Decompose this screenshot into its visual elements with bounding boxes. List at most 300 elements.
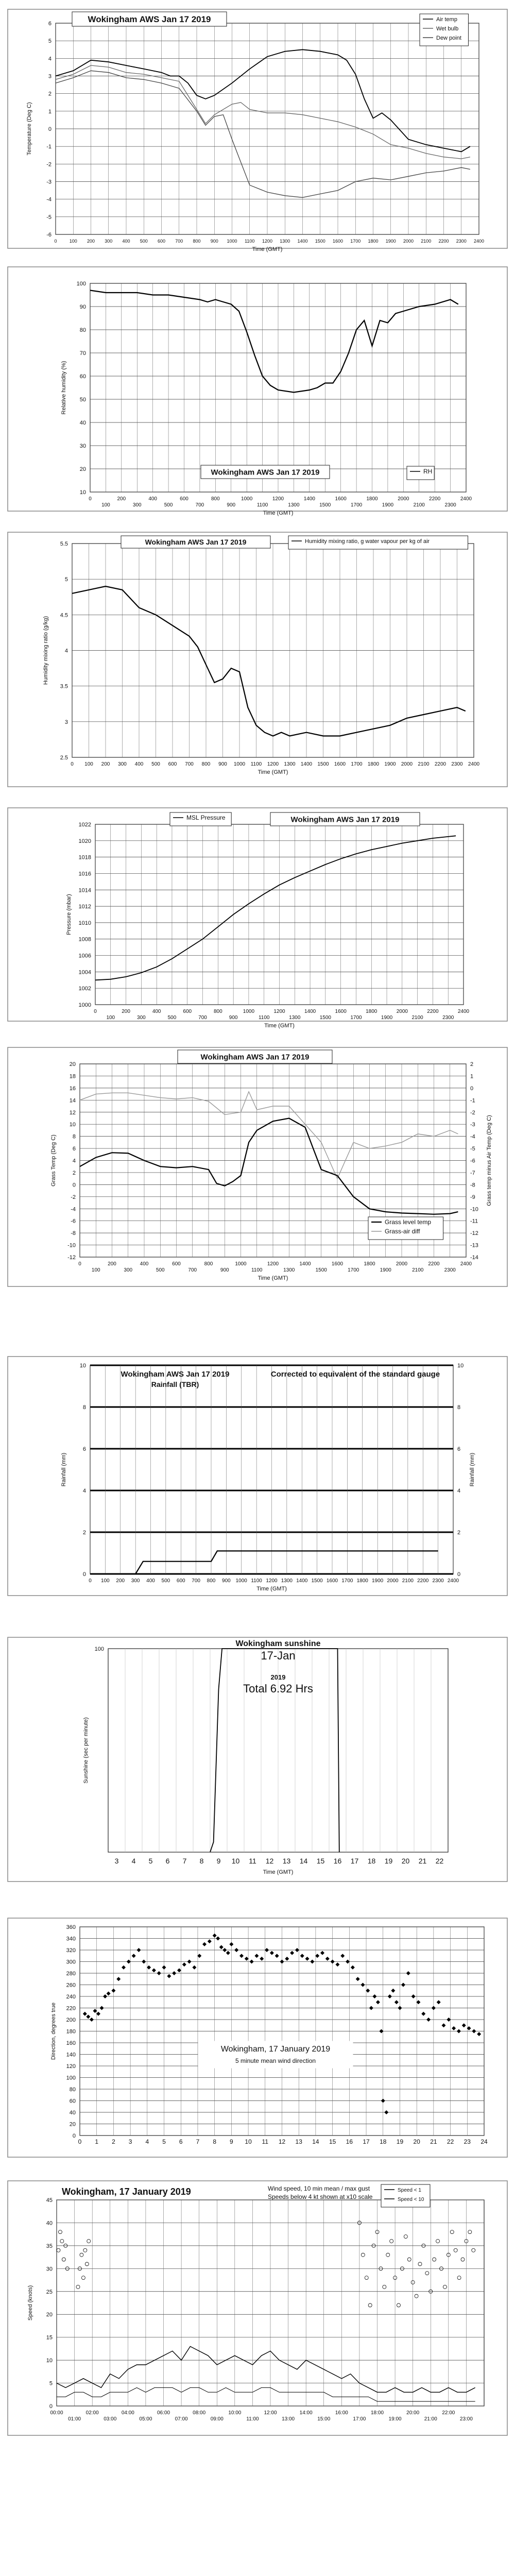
y2-tick-label: -13 [470,1242,478,1249]
x-tick-label: 1100 [251,1578,262,1584]
x-tick-label: 11 [249,1857,256,1865]
x-tick-label: 1800 [356,1578,368,1584]
x-tick-label: 08:00 [193,2410,206,2416]
x-tick-label: 1500 [315,1267,327,1273]
x-tick-label: 1800 [367,761,380,767]
x-tick-label: 17:00 [353,2416,366,2422]
chart-1 [0,8,515,250]
y-tick-label: -1 [46,144,52,150]
x-tick-label: 200 [101,761,110,767]
x-tick-label: 1400 [304,1009,316,1014]
y-tick-label: 1016 [78,871,91,877]
x-tick-label: 1700 [351,761,363,767]
x-tick-label: 1800 [366,496,378,502]
x-tick-label: 0 [71,761,74,767]
x-tick-label: 17 [350,1857,359,1865]
y-tick-label: -2 [46,161,52,168]
x-tick-label: 3 [114,1857,119,1865]
x-tick-label: 1200 [272,496,284,502]
y-tick-label: 20 [79,466,86,472]
x-tick-label: 1300 [281,1578,293,1584]
chart-5 [0,1046,515,1288]
y-tick-label: 0 [72,2133,76,2139]
y-tick-label: 40 [69,2110,76,2116]
y-axis-label: Humidity mixing ratio (g/kg) [43,616,49,685]
x-tick-label: 18 [367,1857,376,1865]
legend-label: MSL Pressure [186,814,226,821]
x-tick-label: 6 [179,2138,183,2145]
y2-tick-label: 2 [457,1530,461,1536]
x-axis-label: Time (GMT) [258,1275,288,1281]
y2-tick-label: -12 [470,1230,478,1237]
x-tick-label: 10:00 [228,2410,242,2416]
x-tick-label: 2200 [434,761,447,767]
x-tick-label: 1300 [288,502,300,508]
y-tick-label: 1 [48,108,52,115]
x-tick-label: 16 [346,2138,353,2145]
x-tick-label: 500 [140,239,148,244]
x-tick-label: 13 [282,1857,291,1865]
x-tick-label: 1600 [334,761,346,767]
x-tick-label: 700 [192,1578,200,1584]
x-tick-label: 500 [167,1015,177,1021]
x-tick-label: 05:00 [139,2416,152,2422]
x-tick-label: 1700 [350,502,363,508]
y-tick-label: 6 [48,21,52,27]
x-tick-label: 21 [418,1857,427,1865]
y-tick-label: 120 [66,2063,76,2070]
y-tick-label: 3 [48,73,52,80]
y2-axis-label: Grass temp minus Air Temp (Deg C) [486,1115,492,1206]
y-tick-label: 60 [79,374,86,380]
x-tick-label: 11 [262,2138,269,2145]
x-tick-label: 0 [78,2138,82,2145]
x-tick-label: 1600 [331,1261,344,1267]
x-tick-label: 5 [162,2138,166,2145]
y-tick-label: 5 [64,577,68,583]
x-tick-label: 23 [464,2138,471,2145]
y-tick-label: 15 [46,2334,53,2341]
y-tick-label: 100 [76,281,86,287]
legend-label: Dew point [436,35,461,41]
y-tick-label: 80 [69,2087,76,2093]
y2-tick-label: -9 [470,1194,475,1200]
x-tick-label: 1500 [319,502,331,508]
x-tick-label: 1200 [267,1261,279,1267]
x-tick-label: 1600 [335,496,347,502]
y-tick-label: -4 [46,196,52,203]
chart-subtitle: Rainfall (TBR) [151,1380,199,1388]
x-tick-label: 300 [105,239,113,244]
y-axis-label: Grass Temp (Deg C) [50,1134,57,1187]
x-tick-label: 1800 [368,239,379,244]
x-tick-label: 2000 [387,1578,399,1584]
y-tick-label: 35 [46,2243,53,2249]
x-tick-label: 2300 [444,1267,456,1273]
x-tick-label: 1100 [250,761,262,767]
y-tick-label: 30 [79,443,86,449]
x-tick-label: 200 [117,496,126,502]
y-tick-label: -6 [71,1218,76,1225]
y2-tick-label: 6 [457,1446,461,1452]
y-tick-label: 1002 [78,986,91,992]
y-tick-label: 20 [69,2121,76,2128]
x-tick-label: 2400 [447,1578,459,1584]
x-tick-label: 2000 [398,496,409,502]
x-tick-label: 400 [152,1009,161,1014]
x-tick-label: 4 [145,2138,149,2145]
y-axis-label: Temperature (Deg C) [26,102,32,156]
chart-title: Wokingham AWS Jan 17 2019 [211,468,320,477]
y-tick-label: 1014 [78,887,91,894]
y-tick-label: 4 [72,1158,76,1164]
y-tick-label: 3 [64,719,68,725]
y2-tick-label: 1 [470,1073,474,1080]
x-tick-label: 21:00 [424,2416,437,2422]
y-tick-label: 1020 [78,838,91,844]
y-tick-label: 1010 [78,920,91,926]
y-axis-label: Sunshine (sec per minute) [83,1717,89,1784]
y-tick-label: 6 [72,1146,76,1153]
x-tick-label: 1000 [241,496,253,502]
y-tick-label: 25 [46,2289,53,2295]
y-tick-label: 300 [66,1959,76,1965]
y2-tick-label: -14 [470,1255,478,1261]
x-tick-label: 1900 [380,1267,391,1273]
x-tick-label: 1700 [341,1578,353,1584]
x-tick-label: 1900 [385,239,396,244]
x-tick-label: 1000 [243,1009,255,1014]
chart-title: Wokingham, 17 January 2019 [220,2045,331,2054]
x-tick-label: 1000 [233,761,246,767]
y-tick-label: 180 [66,2028,76,2035]
x-tick-label: 2400 [473,239,485,244]
x-tick-label: 100 [101,502,110,508]
chart-4 [0,806,515,1029]
x-tick-label: 600 [157,239,166,244]
y-tick-label: 4 [64,648,68,654]
x-tick-label: 700 [198,1015,207,1021]
x-tick-label: 800 [193,239,201,244]
chart-2 [0,265,515,516]
x-tick-label: 800 [213,1009,222,1014]
x-tick-label: 300 [124,1267,133,1273]
x-tick-label: 15 [316,1857,325,1865]
x-tick-label: 2100 [421,239,432,244]
y2-tick-label: 0 [470,1085,474,1092]
x-tick-label: 2400 [460,1261,472,1267]
x-tick-label: 500 [151,761,160,767]
y-tick-label: 45 [46,2197,53,2204]
x-tick-label: 18:00 [370,2410,384,2416]
x-axis-label: Time (GMT) [252,246,283,252]
x-tick-label: 400 [148,496,158,502]
chart-title: Wokingham AWS Jan 17 2019 [290,815,400,824]
y-axis-label: Relative humidity (%) [61,361,67,415]
legend-label: Speed < 1 [398,2188,421,2193]
x-axis-label: Time (GMT) [263,1869,294,1875]
y-tick-label: 340 [66,1936,76,1942]
y-axis-label: Direction, degrees true [50,2002,57,2060]
y-axis-label: Pressure (mbar) [66,894,72,935]
y-tick-label: 12 [69,1109,76,1116]
x-tick-label: 1700 [348,1267,359,1273]
y2-tick-label: 10 [457,1363,464,1369]
x-tick-label: 100 [106,1015,115,1021]
y2-tick-label: 0 [457,1571,461,1578]
x-tick-label: 1200 [273,1009,285,1014]
x-tick-label: 1300 [289,1015,301,1021]
y-tick-label: 100 [66,2075,76,2081]
x-tick-label: 100 [69,239,77,244]
x-tick-label: 300 [132,502,142,508]
x-tick-label: 500 [156,1267,165,1273]
x-tick-label: 1700 [350,239,361,244]
x-tick-label: 300 [131,1578,140,1584]
x-tick-label: 2100 [402,1578,414,1584]
y-tick-label: 140 [66,2052,76,2058]
y-tick-label: -10 [67,1242,76,1249]
x-tick-label: 1800 [366,1009,377,1014]
x-tick-label: 7 [182,1857,187,1865]
x-tick-label: 1200 [267,761,279,767]
x-tick-label: 16:00 [335,2410,348,2416]
x-tick-label: 200 [122,1009,130,1014]
y-tick-label: 40 [79,420,86,426]
y2-tick-label: -1 [470,1097,475,1104]
x-tick-label: 2000 [396,1261,408,1267]
x-tick-label: 2200 [429,496,441,502]
y-tick-label: 20 [46,2312,53,2318]
x-tick-label: 600 [180,496,188,502]
chart-title: Wokingham AWS Jan 17 2019 [121,1370,230,1379]
x-tick-label: 600 [168,761,177,767]
x-tick-label: 23:00 [459,2416,473,2422]
x-tick-label: 1900 [381,1015,393,1021]
x-tick-label: 2300 [442,1015,454,1021]
x-tick-label: 100 [84,761,93,767]
x-tick-label: 1500 [311,1578,323,1584]
x-tick-label: 2300 [432,1578,444,1584]
y-tick-label: 1000 [78,1002,91,1008]
y-tick-label: 18 [69,1073,76,1080]
x-tick-label: 2 [112,2138,115,2145]
x-tick-label: 300 [118,761,127,767]
y2-axis-label: Rainfall (mm) [469,1452,475,1487]
y2-tick-label: -10 [470,1206,478,1213]
y-tick-label: 6 [82,1446,86,1452]
y-tick-label: 14 [69,1097,76,1104]
x-tick-label: 12:00 [264,2410,277,2416]
x-tick-label: 8 [213,2138,217,2145]
legend-label: Wet bulb [436,26,459,32]
x-tick-label: 24 [480,2138,488,2145]
x-tick-label: 19:00 [388,2416,402,2422]
x-tick-label: 400 [134,761,144,767]
chart-annotation: Corrected to equivalent of the standard gauge [270,1370,440,1379]
x-tick-label: 1600 [326,1578,338,1584]
x-tick-label: 0 [78,1261,81,1267]
x-tick-label: 2200 [438,239,449,244]
x-tick-label: 15:00 [317,2416,331,2422]
y-tick-label: 280 [66,1971,76,1977]
x-tick-label: 03:00 [104,2416,117,2422]
legend-label: Speed < 10 [398,2197,424,2202]
x-tick-label: 3 [128,2138,132,2145]
chart-year: 2019 [270,1673,286,1681]
y2-tick-label: -5 [470,1146,475,1153]
y-tick-label: 1022 [78,822,91,828]
legend-label: Grass-air diff [385,1228,420,1235]
x-tick-label: 15 [329,2138,336,2145]
x-tick-label: 1 [95,2138,99,2145]
x-tick-label: 17 [363,2138,370,2145]
y-tick-label: -5 [46,214,52,221]
x-tick-label: 07:00 [175,2416,188,2422]
y2-tick-label: -6 [470,1158,475,1164]
y-tick-label: 100 [94,1646,104,1652]
x-tick-label: 2200 [428,1261,440,1267]
chart-total: Total 6.92 Hrs [243,1682,313,1695]
x-tick-label: 500 [161,1578,170,1584]
x-tick-label: 2000 [403,239,414,244]
x-axis-label: Time (GMT) [258,769,288,775]
y-tick-label: 320 [66,1947,76,1954]
x-tick-label: 2000 [401,761,413,767]
x-tick-label: 400 [146,1578,155,1584]
x-tick-label: 0 [89,496,92,502]
x-tick-label: 13 [295,2138,302,2145]
x-tick-label: 20 [401,1857,410,1865]
x-tick-label: 700 [175,239,183,244]
x-tick-label: 700 [188,1267,197,1273]
x-tick-label: 1400 [299,1261,311,1267]
x-tick-label: 1000 [235,1578,247,1584]
x-tick-label: 200 [116,1578,125,1584]
x-tick-label: 21 [430,2138,437,2145]
x-tick-label: 1200 [262,239,273,244]
y-tick-label: -2 [71,1194,76,1200]
y-tick-label: 1004 [78,969,91,976]
chart-subtitle: 5 minute mean wind direction [235,2057,316,2064]
x-tick-label: 700 [195,502,204,508]
x-tick-label: 1000 [235,1261,247,1267]
x-tick-label: 1500 [317,761,329,767]
x-tick-label: 0 [54,239,57,244]
x-axis-label: Time (GMT) [256,1586,287,1592]
y-tick-label: 5 [49,2380,53,2387]
x-tick-label: 12 [278,2138,286,2145]
y2-tick-label: 4 [457,1488,461,1494]
x-tick-label: 200 [108,1261,116,1267]
x-tick-label: 1400 [300,761,313,767]
x-tick-label: 1900 [384,761,396,767]
y-tick-label: 160 [66,2040,76,2046]
x-tick-label: 600 [183,1009,192,1014]
chart-subtitle: 17-Jan [261,1649,296,1662]
y-tick-label: 4 [48,56,52,62]
y-tick-label: 4 [82,1488,86,1494]
y-axis-label: Speed (knots) [27,2285,33,2321]
legend-label: Humidity mixing ratio, g water vapour per kg of air [305,538,430,545]
x-tick-label: 22 [435,1857,444,1865]
y-tick-label: 240 [66,1994,76,2000]
x-tick-label: 1400 [296,1578,308,1584]
y2-tick-label: -8 [470,1182,475,1189]
y-tick-label: 10 [46,2358,53,2364]
x-tick-label: 7 [196,2138,200,2145]
x-tick-label: 1000 [227,239,237,244]
x-tick-label: 400 [140,1261,149,1267]
x-tick-label: 13:00 [282,2416,295,2422]
x-tick-label: 04:00 [121,2410,134,2416]
x-tick-label: 1600 [335,1009,347,1014]
y-tick-label: 1006 [78,953,91,959]
x-tick-label: 14 [299,1857,308,1865]
chart-8 [0,1917,515,2159]
x-tick-label: 2100 [418,761,430,767]
x-tick-label: 100 [101,1578,110,1584]
x-tick-label: 22 [447,2138,454,2145]
y-tick-label: 10 [69,1122,76,1128]
x-tick-label: 2100 [412,1267,424,1273]
x-tick-label: 20:00 [406,2410,420,2416]
y-axis-label: Rainfall (mm) [61,1452,67,1487]
y-tick-label: 360 [66,1924,76,1930]
x-tick-label: 1100 [258,1015,270,1021]
y-tick-label: 90 [79,304,86,310]
x-tick-label: 1800 [364,1261,375,1267]
x-tick-label: 900 [210,239,218,244]
y-tick-label: 2 [82,1530,86,1536]
x-tick-label: 200 [87,239,95,244]
y-tick-label: -4 [71,1206,76,1213]
y-tick-label: 8 [82,1404,86,1411]
chart-3 [0,531,515,788]
x-tick-label: 1600 [332,239,344,244]
y-tick-label: -8 [71,1230,76,1237]
y-tick-label: 0 [82,1571,86,1578]
y-tick-label: 2 [48,91,52,97]
x-tick-label: 11:00 [246,2416,259,2422]
y-tick-label: -6 [46,232,52,238]
y-tick-label: 200 [66,2017,76,2023]
y2-tick-label: 8 [457,1404,461,1411]
x-tick-label: 6 [165,1857,170,1865]
x-tick-label: 1300 [280,239,290,244]
x-tick-label: 1900 [382,502,394,508]
y-tick-label: 80 [79,327,86,333]
x-tick-label: 900 [229,1015,238,1021]
x-tick-label: 2300 [456,239,467,244]
y-tick-label: 10 [79,489,86,496]
y-tick-label: 220 [66,2005,76,2012]
x-tick-label: 16 [333,1857,342,1865]
x-axis-label: Time (GMT) [263,510,294,516]
chart-title: Wokingham sunshine [235,1639,321,1648]
y-tick-label: 2.5 [60,755,68,761]
x-tick-label: 900 [218,761,227,767]
x-tick-label: 2300 [444,502,456,508]
y2-tick-label: 2 [470,1061,474,1067]
x-tick-label: 2400 [460,496,472,502]
y-tick-label: 40 [46,2220,53,2227]
x-tick-label: 2400 [468,761,480,767]
x-tick-label: 02:00 [85,2410,99,2416]
chart-9 [0,2179,515,2437]
y-tick-label: 0 [49,2403,53,2410]
y-tick-label: 0 [72,1182,76,1189]
